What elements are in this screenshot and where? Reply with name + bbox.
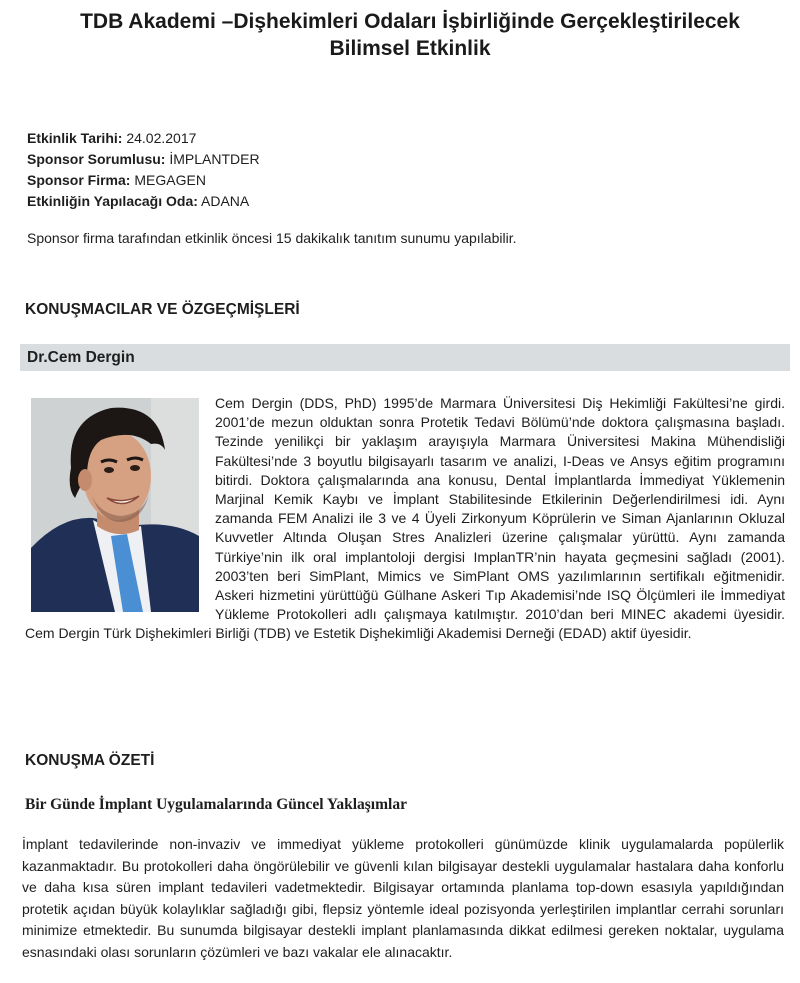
info-row-date <box>27 128 260 149</box>
summary-heading: KONUŞMA ÖZETİ <box>25 752 155 769</box>
speakers-heading: KONUŞMACILAR VE ÖZGEÇMİŞLERİ <box>25 301 300 318</box>
title-line-1: TDB Akademi –Dişhekimleri Odaları İşbirliğinde Gerçekleştirilecek <box>80 10 740 33</box>
speaker-name-bar: Dr.Cem Dergin <box>20 344 790 371</box>
info-row-sponsor-company <box>27 170 260 191</box>
speaker-photo <box>31 398 199 612</box>
info-value: İMPLANTDER <box>165 151 260 167</box>
info-label: Sponsor Firma: <box>27 172 131 188</box>
info-value: MEGAGEN <box>130 172 206 188</box>
info-label: Etkinliğin Yapılacağı Oda: <box>27 193 198 209</box>
talk-title: Bir Günde İmplant Uygulamalarında Güncel Yaklaşımlar <box>25 796 407 813</box>
document-title <box>30 8 790 62</box>
title-line-2: Bilimsel Etkinlik <box>329 37 491 60</box>
info-row-chamber <box>27 191 260 212</box>
info-label: Sponsor Sorumlusu: <box>27 151 166 167</box>
sponsor-note: Sponsor firma tarafından etkinlik öncesi 15 dakikalık tanıtım sunumu yapılabilir. <box>27 230 517 246</box>
bio-text: Cem Dergin (DDS, PhD) 1995’de Marmara Üniversitesi Diş Hekimliği Fakültesi’ne girdi. 2001’de mezun olduktan sonra Protetik Tedavi Bölümü’nde doktora çalışmasına başladı. Tezinde yenilikçi bir yaklaşım arayışıyla Marmara Üniversitesi Makina Mühendisliği Fakültesi’nde 3 boyutlu bilgisayarlı tasarım ve analizi, I-Deas ve Ansys eğitim programını bitirdi. Doktora çalışmalarında ana konusu, Dental İmplantlarda İmmediyat Yüklemenin Marjinal Kemik Kaybı ve İmplant Stabilitesinde Etkilerinin Değerlendirilmesi idi. Aynı zamanda FEM Analizi ile 3 ve 4 Üyeli Zirkonyum Köprülerin ve Siman Ajanlarının Okluzal Kuvvetler Altında Oluşan Stres Analizleri üzerine çalışmalar yürüttü. Aynı zamanda Türkiye’nin ilk oral implantoloji dergisi ImplanTR’nin hayata geçmesini sağladı (2001). 2003’ten beri SimPlant, Mimics ve SimPlant OMS yazılımlarının sertifikalı eğitmenidir. Askeri hizmetini yürüttüğü Gülhane Askeri Tıp Akademisi’nde ISQ Ölçümleri ile İmmediyat Yükleme Protokolleri adlı çalışmaya katılmıştır. 2010’dan beri MINEC akademi üyesidir. Cem Dergin Türk Dişhekimleri Birliği (TDB) ve Estetik Dişhekimliği Akademisi Derneği (EDAD) aktif üyesidir. <box>25 395 785 642</box>
talk-abstract: İmplant tedavilerinde non-invaziv ve immediyat yükleme protokolleri günümüzde klinik uygulamalarda popülerlik kazanmaktadır. Bu protokolleri daha öngörülebilir ve güvenli kılan bilgisayar destekli uygulamalar hastalara daha konforlu ve daha kısa süren implant tedavileri vadetmektedir. Bilgisayar ortamında planlama top-down esasıyla yapıldığından protetik açıdan büyük kolaylıklar sağladığı gibi, flepsiz yöntemle ideal pozisyonda yerleştirilen implantlar cerrahi sorunları minimize etmektedir. Bu sunumda bilgisayar destekli implant planlamasında dikkat edilmesi gereken noktalar, uygulama esnasındaki olası sorunların çözümleri ve bazı vakalar ele alınacaktır. <box>22 836 784 960</box>
info-value: 24.02.2017 <box>122 130 197 146</box>
event-info <box>27 128 260 212</box>
info-label: Etkinlik Tarihi: <box>27 130 123 146</box>
info-row-sponsor-contact <box>27 149 260 170</box>
info-value: ADANA <box>197 193 250 209</box>
